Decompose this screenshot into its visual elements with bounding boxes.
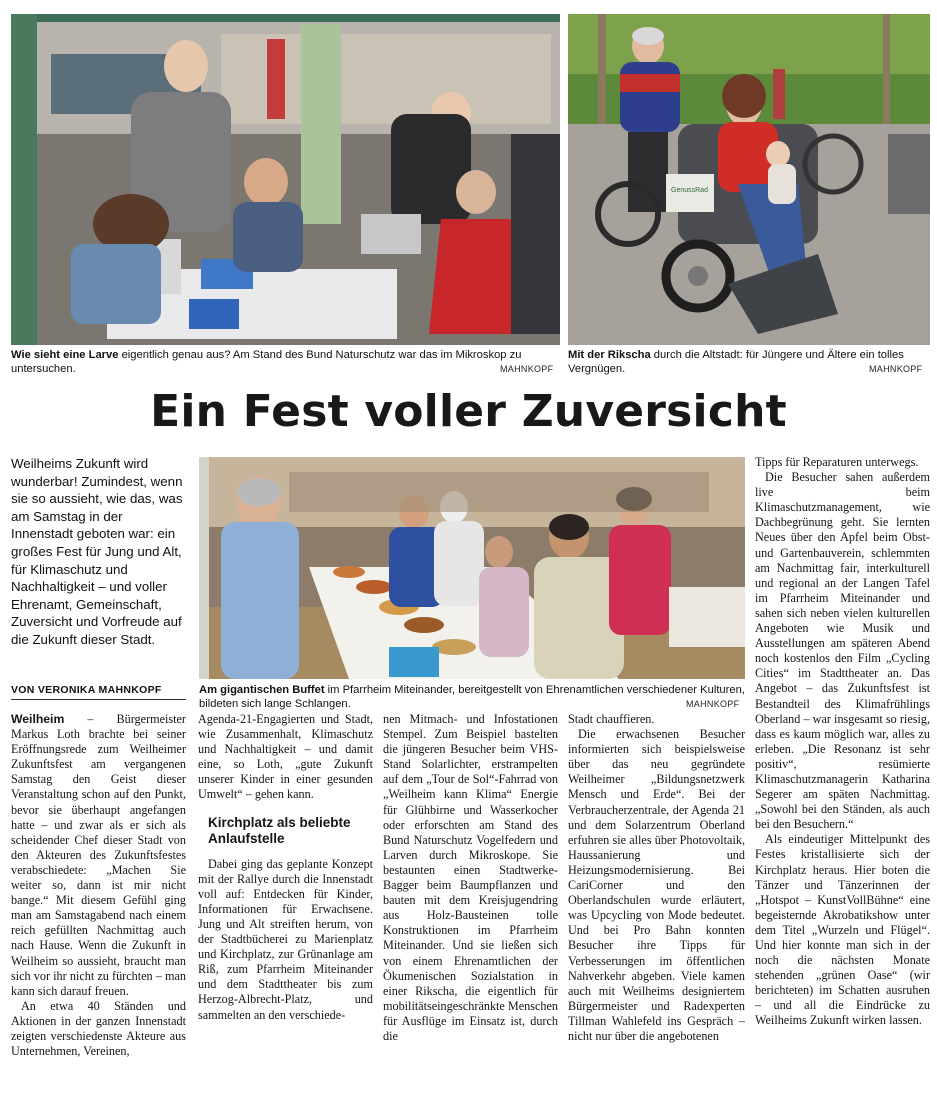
col5-paragraph-1: Tipps für Reparaturen unterwegs. — [755, 455, 919, 469]
photo-buffet — [199, 457, 745, 679]
article-column-2 — [198, 712, 373, 1023]
caption-rikscha-bold: Mit der Rikscha — [568, 349, 651, 361]
col4-paragraph-2: Die erwachsenen Besucher informierten sich beispielsweise über das neu gegründete Weilheimer „Bildungsnetzwerk Mensch und Erde“. Bei der Verbraucherzentrale, der Agenda 21 und dem Solarzentrum Oberland erfuhren sie alles über Photovoltaik, Haussanierung und Heizungsmodernisierung. Bei CariCorner und den Oberlandschulen wurde erläutert, was Upcycling von Mode bedeutet. Und bei Pro Bahn konnten Besucher ihre Tipps für Verbesserungen im öffentlichen Nahverkehr abgeben. Viele kamen auch mit Weilheims designiertem Bürgermeister und Radexperten Tillman Wahlefeld ins Gespräch – nicht nur über die angebotenen — [568, 727, 745, 1043]
intro-text: Weilheims Zukunft wird wunderbar! Zumindest, wenn sie so aussieht, wie das, was am Samstag in der Innenstadt geboten war: ein großes Fest für Jung und Alt, für Klimaschutz und Nachhaltigkeit – und voller Ehrenamt, Gemeinschaft, Zuversicht und Vorfreude auf die Zukunft dieser Stadt. — [11, 456, 183, 647]
col2-paragraph-1: Agenda-21-Engagierten und Stadt, wie Zusammenhalt, Klimaschutz und Nachhaltigkeit – und damit eine, so Loth, „gute Zukunft unserer Kinder in einer gesunden Umwelt“ – gehen kann. — [198, 712, 373, 802]
credit-buffet: MAHNKOPF — [686, 699, 740, 709]
byline: VON VERONIKA MAHNKOPF — [11, 684, 186, 700]
caption-buffet-bold: Am gigantischen Buffet — [199, 684, 325, 696]
caption-buffet-text: im Pfarrheim Miteinander, bereitgestellt von Ehrenamtlichen verschiedener Kulturen, bildeten sich lange Schlangen. — [199, 684, 745, 710]
photo-rikscha — [568, 14, 930, 345]
article-column-4 — [568, 712, 745, 1044]
caption-larva-text: eigentlich genau aus? Am Stand des Bund Naturschutz war das im Mikroskop zu untersuchen. — [11, 349, 522, 375]
subheading-kirchplatz: Kirchplatz als beliebte Anlaufstelle — [208, 814, 351, 846]
headline: Ein Fest voller Zuversicht — [150, 386, 787, 437]
article-column-1 — [11, 712, 186, 1059]
col1-p1-text: – Bürgermeister Markus Loth brachte bei seiner Eröffnungsrede zum Weilheimer Zukunftsfest am vergangenen Samstag den Geist dieser Veranstaltung schon auf den Punkt, bevor sie überhaupt angefangen hatte – und zwar als er sich als scheidender Chef dieser Stadt von den Akteuren des Zukunftsfestes verabschiedete: „Machen Sie weiter so, dann ist mir nicht bange.“ Mit diesem Gefühl ging man am Samstagabend nach einem reich gefüllten Nachmittag auch nach Hause. Wenn die Zukunft in Weilheim so aussieht, braucht man sich vor ihr nicht zu fürchten – man kann sich darauf freuen. — [11, 712, 186, 998]
credit-rikscha: MAHNKOPF — [869, 364, 923, 374]
caption-rikscha-text: durch die Altstadt: für Jüngere und Ältere ein tolles Vergnügen. — [568, 349, 904, 375]
col5-paragraph-3: Als eindeutiger Mittelpunkt des Festes kristallisierte sich der Kirchplatz heraus. Hier boten die Tänzer und Tänzerinnen der „Hotspot – KunstVollBühne“ eine begeisternde Akrobatikshow unter dem Titel „Wurzeln und Flügel“. Und hier konnte man sich in der noch die nächsten Monate stehenden „grünen Oase“ (wir berichteten) im Schatten ausruhen – und all die Eindrücke zu Weilheims Zukunft wirken lassen. — [755, 832, 930, 1028]
col1-paragraph-1 — [11, 712, 186, 999]
col5-paragraph-2: Die Besucher sahen außerdem live beim Klimaschutzmanagement, wie Dachbegrünung geht. Sie lernten Neues über den Apfel beim Obst- und Gartenbauverein, schlemmten am Nachmittag fair, interkulturell und regional an der Langen Tafel im Pfarrheim Miteinander und sahen sich neben vielen kulturellen Angeboten wie Musik und Ausstellungen am späteren Abend noch kostenlos den Film „Cycling Cities“ im Stadttheater an. Das Angebot – das Zukunftsfest ist Bestandteil des Klimafrühlings Oberland – war insgesamt so riesig, dass es kaum möglich war, alles zu erleben. „Die Resonanz ist sehr positiv“, resümierte Klimaschutzmanagerin Katharina Segerer am späten Nachmittag. „Sowohl bei den Ständen, als auch bei den Besuchern.“ — [755, 470, 930, 832]
col1-paragraph-2: An etwa 40 Ständen und Aktionen in der ganzen Innenstadt zeigten verschiedenste Akteure aus Unternehmen, Vereinen, — [11, 998, 186, 1059]
caption-buffet — [199, 683, 745, 711]
col2-paragraph-2: Dabei ging das geplante Konzept mit der Rallye durch die Innenstadt voll auf: Entdecken für Kinder, Informationen für Erwachsene. Jung und Alt streiften herum, von der Stadtbücherei zu Marienplatz und Kirchplatz, zur Grünanlage am Riß, zum Pfarrheim Miteinander und dem Stadttheater bis zum Herzog-Albrecht-Platz, und sammelten an den verschiede- — [198, 856, 373, 1022]
photo-larva-microscope — [11, 14, 560, 345]
caption-larva — [11, 348, 560, 376]
col4-paragraph-1: Stadt chauffieren. — [568, 712, 655, 726]
article-column-3 — [383, 712, 558, 1044]
article-column-5 — [755, 455, 930, 1029]
rikscha-sign-text: GenussRad — [671, 187, 708, 194]
caption-larva-bold: Wie sieht eine Larve — [11, 349, 119, 361]
col3-paragraph-1: nen Mitmach- und Infostationen Stempel. Zum Beispiel bastelten die jüngeren Besucher beim VHS-Stand Solarlichter, erstrampelten auf dem „Tour de Sol“-Fahrrad von „Weilheim kann Klima“ Energie für Glühbirne und Wasserkocher oder erforschten am Stand des Bund Naturschutz Vogelfedern und Larven durch Mikroskope. Sie bestaunten einen Stadtwerke-Bagger beim Baumpflanzen und bauten mit dem Kreisjugendring aus Holz-Bausteinen tolle Konstruktionen im Pfarrheim Miteinander. Und sie ließen sich von einem Ehrenamtlichen der Ökumenischen Sozialstation in einer Rikscha, die eigentlich für mobilitätseingeschränkte Menschen für Ausflüge im Einsatz ist, durch die — [383, 712, 558, 1043]
dateline: Weilheim — [11, 712, 65, 726]
credit-larva: MAHNKOPF — [500, 364, 554, 374]
